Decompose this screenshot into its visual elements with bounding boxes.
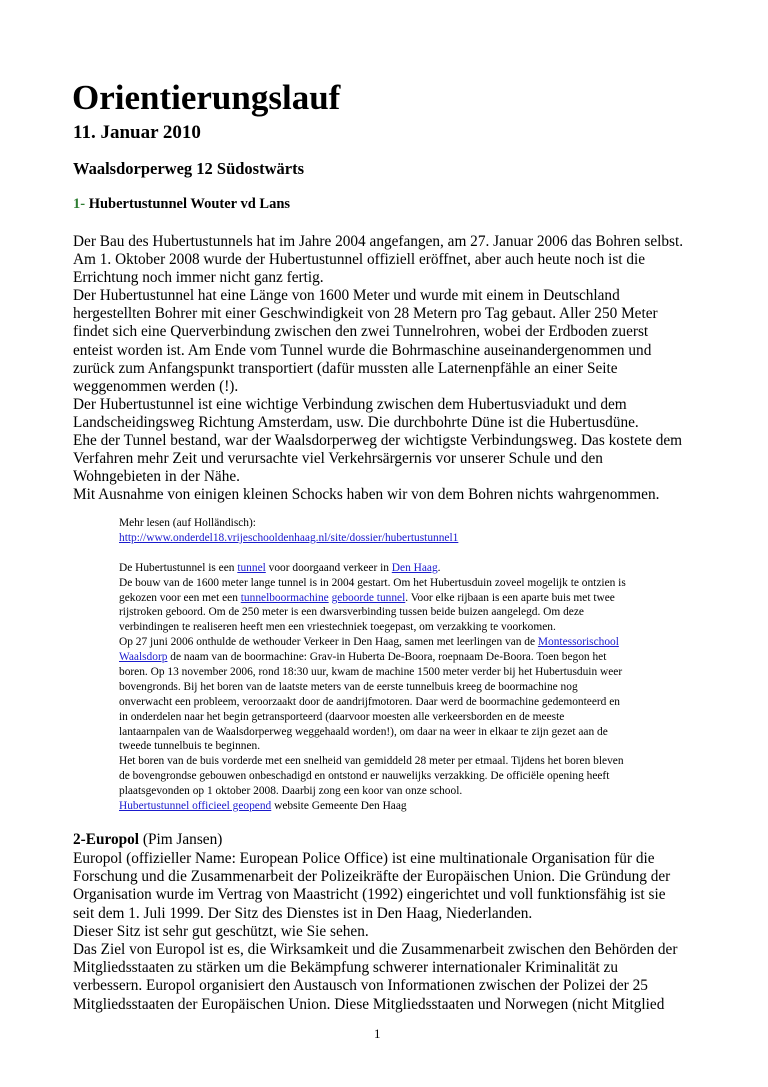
more-link[interactable]: http://www.onderdel18.vrijeschooldenhaag.nl/site/dossier/hubertustunnel1 [119, 531, 459, 544]
quote-line: verbindingen te realiseren heeft men een vriestechniek toegepast, om verzakking te voorkomen. [119, 621, 556, 634]
paragraph-line: Europol (offizieller Name: European Police Office) ist eine multinationale Organisation für die [73, 850, 655, 867]
paragraph-line: Dieser Sitz ist sehr gut geschützt, wie Sie sehen. [73, 922, 369, 940]
page-number: 1 [374, 1026, 381, 1041]
quote-line: De bouw van de 1600 meter lange tunnel is in 2004 gestart. Om het Hubertusduin zoveel mogelijk te ontzien is [119, 576, 626, 589]
quote-line: plaatsgevonden op 1 oktober 2008. Daarbij zong een koor van onze school. [119, 785, 463, 798]
quote-line: rijstroken geboord. Om de 250 meter is een dwarsverbinding tussen beide buizen aangelegd. Om deze [119, 606, 584, 619]
quote-line: boren. Op 13 november 2006, rond 18:30 uur, kwam de machine 1500 meter verder bij het Hubertusduin weer [119, 666, 623, 679]
section-1-heading [73, 195, 290, 213]
paragraph-line: Der Hubertustunnel ist eine wichtige Verbindung zwischen dem Hubertusviadukt und dem [73, 395, 627, 413]
dutch-quote-block [119, 516, 719, 814]
quote-text: De Hubertustunnel is een [119, 561, 238, 574]
quote-text: de naam van de boormachine: Grav-in Huberta De-Boora, roepnaam De-Boora. Toen begon het [167, 651, 607, 664]
den-haag-link[interactable]: Den Haag [391, 561, 438, 574]
quote-line: onverwacht een probleem, veroorzaakt door de aandrijfmotoren. Daar werd de boormachine gedemonteerd en [119, 695, 620, 708]
paragraph-line: Wohngebieten in der Nähe. [73, 468, 240, 486]
paragraph-line: Ehe der Tunnel bestand, war der Waalsdorperweg der wichtigste Verbindungsweg. Das kostete dem [73, 432, 683, 450]
paragraph-line: enteist worden ist. Am Ende vom Tunnel wurde die Bohrmaschine auseinandergenommen und [73, 341, 652, 359]
more-label: Mehr lesen (auf Holländisch): [119, 517, 256, 529]
paragraph-line: Der Bau des Hubertustunnels hat im Jahre 2004 angefangen, am 27. Januar 2006 das Bohren selbst. [73, 233, 684, 250]
document-title: Orientierungslauf [72, 78, 341, 117]
section-1-number: 1- [73, 196, 86, 212]
document-date: 11. Januar 2010 [73, 122, 201, 143]
section-1-paragraph [73, 233, 713, 504]
paragraph-line: Forschung und die Zusammenarbeit der Polizeikräfte der Europäischen Union. Die Gründung der [73, 868, 671, 886]
quote-line: in onderdelen naar het begin getransporteerd (daarvoor moesten alle verkeersborden en de meeste [119, 710, 565, 723]
quote-text: voor doorgaand verkeer in [265, 561, 392, 574]
quote-text: . [437, 561, 441, 574]
paragraph-line: findet sich eine Querverbindung zwischen den zwei Tunnelrohren, wobei der Erdboden zuerst [73, 323, 649, 341]
quote-text: . Voor elke rijbaan is een aparte buis met twee [405, 591, 615, 604]
paragraph-line: Landscheidingsweg Richtung Amsterdam, usw. Die durchbohrte Düne ist die Hubertusdüne. [73, 413, 639, 431]
tunnel-link[interactable]: tunnel [237, 561, 266, 574]
paragraph-line: Mitgliedsstaaten zu stärken um die Bekämpfung schwerer internationaler Kriminalität zu [73, 959, 618, 977]
paragraph-line: seit dem 1. Juli 1999. Der Sitz des Dienstes ist in Den Haag, Niederlanden. [73, 904, 533, 922]
quote-line: tweede tunnelbuis te beginnen. [119, 740, 261, 753]
paragraph-line: Mitgliedsstaaten der Europäischen Union. Diese Mitgliedsstaaten und Norwegen (nicht Mitglied [73, 995, 665, 1013]
quote-line: bovengronds. Bij het boren van de laatste meters van de eerste tunnelbuis kreeg de boormachine nog [119, 680, 578, 693]
quote-text: Op 27 juni 2006 onthulde de wethouder Verkeer in Den Haag, samen met leerlingen van de [119, 636, 538, 649]
section-1-title: Hubertustunnel Wouter vd Lans [85, 196, 291, 212]
quote-text: gekozen voor een met een [119, 591, 241, 604]
waalsdorp-link[interactable]: Waalsdorp [119, 651, 168, 664]
quote-text: website Gemeente Den Haag [271, 800, 407, 813]
paragraph-line: hergestellten Bohrer mit einer Geschwindigkeit von 28 Metern pro Tag gebaut. Aller 250 Meter [73, 305, 658, 323]
document-subtitle: Waalsdorperweg 12 Südostwärts [73, 159, 305, 178]
paragraph-line: Mit Ausnahme von einigen kleinen Schocks haben wir von dem Bohren nichts wahrgenommen. [73, 486, 660, 504]
paragraph-line: weggenommen werden (!). [73, 377, 239, 395]
section-2-heading [73, 831, 222, 849]
quote-line: Het boren van de buis vorderde met een snelheid van gemiddeld 28 meter per etmaal. Tijdens het boren bleven [119, 755, 624, 768]
paragraph-line: Das Ziel von Europol ist es, die Wirksamkeit und die Zusammenarbeit zwischen den Behörden der [73, 940, 678, 958]
quote-line: de bovengrondse gebouwen onbeschadigd en ontstond er nauwelijks verzakking. De officiële opening heeft [119, 770, 610, 783]
paragraph-line: verbessern. Europol organisiert den Austausch von Informationen zwischen der Polizei der 25 [73, 977, 648, 995]
quote-line: lantaarnpalen van de Waalsdorperweg weggehaald worden!), om daar na weer in elkaar te zijn gezet aan de [119, 725, 608, 738]
section-2-title: 2-Europol [73, 831, 140, 848]
paragraph-line: zurück zum Anfangspunkt transportiert (dafür mussten alle Laternenpfähle an einer Seite [73, 359, 618, 377]
tunnelboormachine-link[interactable]: tunnelboormachine [240, 591, 329, 604]
section-2-author: (Pim Jansen) [139, 831, 223, 848]
paragraph-line: Organisation wurde im Vertrag von Maastricht (1992) eingerichtet und voll funktionsfähig ist sie [73, 886, 666, 904]
section-2-paragraph [73, 850, 713, 1014]
montessorischool-link[interactable]: Montessorischool [537, 636, 619, 649]
paragraph-line: Der Hubertustunnel hat eine Länge von 1600 Meter und wurde mit einem in Deutschland [73, 287, 620, 305]
hubertustunnel-geopend-link[interactable]: Hubertustunnel officieel geopend [119, 800, 272, 813]
paragraph-line: Verfahren mehr Zeit und verursachte viel Verkehrsärgernis vor unserer Schule und den [73, 450, 603, 468]
paragraph-line: Am 1. Oktober 2008 wurde der Hubertustunnel offiziell eröffnet, aber auch heute noch ist die [73, 251, 646, 269]
geboorde-tunnel-link[interactable]: geboorde tunnel [331, 591, 406, 604]
paragraph-line: Errichtung noch immer nicht ganz fertig. [73, 269, 324, 287]
